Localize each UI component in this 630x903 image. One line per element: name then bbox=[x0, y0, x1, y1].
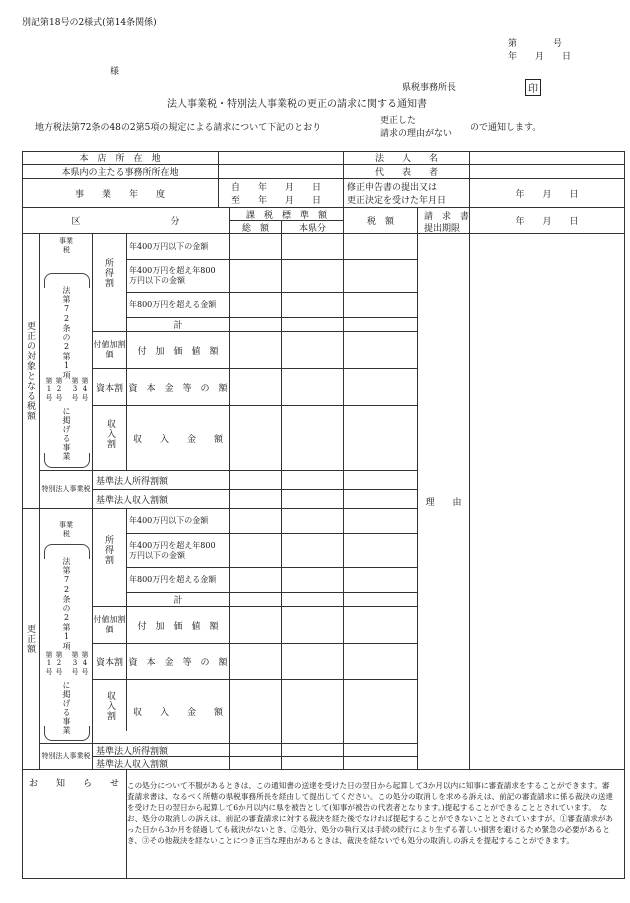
income-row-3-rev: 年800万円を超える金額 bbox=[129, 575, 217, 584]
document-number-label: 第 号 bbox=[508, 39, 563, 49]
period-from: 自 年 月 日 bbox=[231, 183, 322, 193]
std-revenue-label-2: 基準法人収入割額 bbox=[96, 759, 169, 770]
business-tax-label-2b: 税 bbox=[63, 530, 70, 538]
filing-date-label-2: 更正決定を受けた年月日 bbox=[347, 196, 447, 206]
income-row-1: 年400万円以下の金額 bbox=[129, 241, 209, 251]
lead-option-revised: 更正した bbox=[380, 116, 417, 126]
business-tax-label-2a: 事業 bbox=[59, 521, 73, 529]
corp-name-label: 法 人 名 bbox=[374, 154, 438, 164]
corp-name-value[interactable] bbox=[470, 151, 624, 164]
special-corp-tax-label-1: 特別法人事業税 bbox=[41, 485, 91, 493]
va-split-label-2: 付値加割価 bbox=[93, 615, 126, 634]
item-no-4-1: 第4号 bbox=[81, 377, 89, 402]
item-no-3-2: 第3号 bbox=[71, 651, 79, 676]
va-split-label-1: 付値加割価 bbox=[93, 340, 126, 359]
listed-business-1: に掲げる事業 bbox=[62, 407, 71, 461]
special-corp-tax-label-2: 特別法人事業税 bbox=[41, 752, 91, 760]
document-title: 法人事業税・特別法人事業税の更正の請求に関する通知書 bbox=[167, 99, 427, 110]
bracket-bottom bbox=[44, 453, 90, 468]
tax-base-header: 課 税 標 準 額 bbox=[245, 210, 327, 221]
item-no-2-2: 第2号 bbox=[55, 651, 63, 676]
law-reference-2: 法第72条の2第1項 bbox=[62, 557, 71, 651]
item-no-1-1: 第1号 bbox=[45, 377, 53, 402]
income-row-3: 年800万円を超える金額 bbox=[129, 300, 217, 309]
income-split-label-2: 所得割 bbox=[103, 535, 113, 565]
form-id: 別記第18号の2様式(第14条関係) bbox=[22, 18, 157, 28]
tax-base-total-header: 総 額 bbox=[241, 223, 269, 234]
std-income-label-1: 基準法人所得割額 bbox=[96, 476, 169, 487]
document-date-label: 年 月 日 bbox=[508, 52, 572, 62]
lead-text-after: ので通知します。 bbox=[470, 123, 542, 133]
va-amount-label-1: 付 加 価 値 額 bbox=[137, 346, 219, 357]
category-header: 区 分 bbox=[71, 217, 180, 227]
request-deadline-value: 年 月 日 bbox=[515, 217, 579, 227]
section-revised-amount-label: 更正額 bbox=[25, 624, 35, 654]
std-revenue-label-1: 基準法人収入割額 bbox=[96, 495, 169, 506]
business-year-label: 事 業 年 度 bbox=[74, 189, 165, 200]
rev-split-label-2: 収入割 bbox=[105, 691, 115, 721]
lead-option-no-reason: 請求の理由がない bbox=[380, 129, 453, 139]
hq-address-value[interactable] bbox=[219, 151, 343, 164]
request-deadline-header-2: 提出期限 bbox=[424, 224, 461, 234]
rev-split-label-1: 収入割 bbox=[105, 419, 115, 449]
subtotal-2: 計 bbox=[173, 596, 183, 606]
cap-amount-label-1: 資 本 金 等 の 額 bbox=[128, 383, 228, 394]
subtotal-1: 計 bbox=[173, 321, 183, 331]
representative-value[interactable] bbox=[470, 165, 624, 178]
rev-amount-label-1: 収 入 金 額 bbox=[132, 434, 223, 445]
va-amount-label-2: 付 加 価 値 額 bbox=[137, 621, 219, 632]
law-reference-1: 法第72条の2第1項 bbox=[62, 286, 71, 380]
section-target-tax-label: 更正の対象となる税額 bbox=[25, 321, 35, 421]
income-row-2-rev: 年400万円を超え年800万円以下の金額 bbox=[129, 540, 216, 560]
main-office-value[interactable] bbox=[219, 165, 343, 178]
filing-date-label-1: 修正申告書の提出又は bbox=[347, 183, 438, 193]
representative-label: 代 表 者 bbox=[374, 168, 438, 178]
income-row-1-rev: 年400万円以下の金額 bbox=[129, 516, 209, 525]
cap-split-label-2: 資本割 bbox=[95, 658, 123, 668]
item-no-4-2: 第4号 bbox=[81, 651, 89, 676]
business-tax-label-1b: 税 bbox=[63, 246, 70, 254]
addressee-suffix: 様 bbox=[110, 67, 120, 77]
item-no-3-1: 第3号 bbox=[71, 377, 79, 402]
bracket-bottom-2 bbox=[44, 726, 90, 741]
notice-text: この処分について不服があるときは、この通知書の送達を受けた日の翌日から起算して3か月以内に知事に審査請求をすることができます。審査請求書は、なるべく所轄の県税事務所長を経由して提出してください。この処分の取消しを求める訴えは、前記の審査請求に係る裁決の送達を受けた日の翌日から起算して6か月以内に県を被告として(知事が被告の代表者となります。)提起することができることとされています。 なお、処分の取消しの訴えは、前記の審査請求に対する裁決を経た後でなければ提起することができないこととされていますが、①審査請求があった日から3か月を経過しても裁決がないとき、②処分、処分の執行又は手続の続行により生ずる著しい損害を避けるため緊急の必要があるとき、③その他裁決を経ないことにつき正当な理由があるときは、裁決を経ないでも処分の取消しの訴えを提起することができます。 bbox=[127, 781, 613, 845]
lead-text-before: 地方税法第72条の48の2第5項の規定による請求について下記のとおり bbox=[35, 123, 322, 133]
rev-amount-label-2: 収 入 金 額 bbox=[132, 708, 223, 718]
notice-form-table bbox=[22, 151, 625, 879]
tax-amount-header: 税 額 bbox=[366, 217, 394, 227]
notice-label: お 知 ら せ bbox=[28, 778, 119, 789]
item-no-1-2: 第1号 bbox=[45, 651, 53, 676]
income-row-2: 年400万円を超え年800万円以下の金額 bbox=[129, 266, 216, 285]
request-deadline-header-1: 請 求 書 bbox=[424, 212, 470, 222]
period-to: 至 年 月 日 bbox=[231, 196, 322, 206]
office-head: 県税事務所長 bbox=[402, 83, 457, 93]
std-income-label-2: 基準法人所得割額 bbox=[96, 746, 169, 757]
reason-value[interactable] bbox=[470, 234, 624, 769]
main-office-label: 本県内の主たる事務所所在地 bbox=[61, 168, 179, 178]
income-split-label-1: 所得割 bbox=[103, 258, 113, 288]
item-no-2-1: 第2号 bbox=[55, 377, 63, 402]
seal-mark: 印 bbox=[525, 79, 541, 96]
listed-business-2: に掲げる事業 bbox=[62, 681, 71, 735]
business-tax-label-1a: 事業 bbox=[59, 237, 73, 245]
cap-split-label-1: 資本割 bbox=[95, 383, 123, 394]
filing-date-value: 年 月 日 bbox=[515, 189, 579, 200]
tax-base-prefecture-header: 本県分 bbox=[298, 223, 326, 234]
cap-amount-label-2: 資 本 金 等 の 額 bbox=[128, 658, 228, 668]
hq-address-label: 本 店 所 在 地 bbox=[79, 154, 161, 164]
reason-label: 理 由 bbox=[425, 498, 462, 508]
